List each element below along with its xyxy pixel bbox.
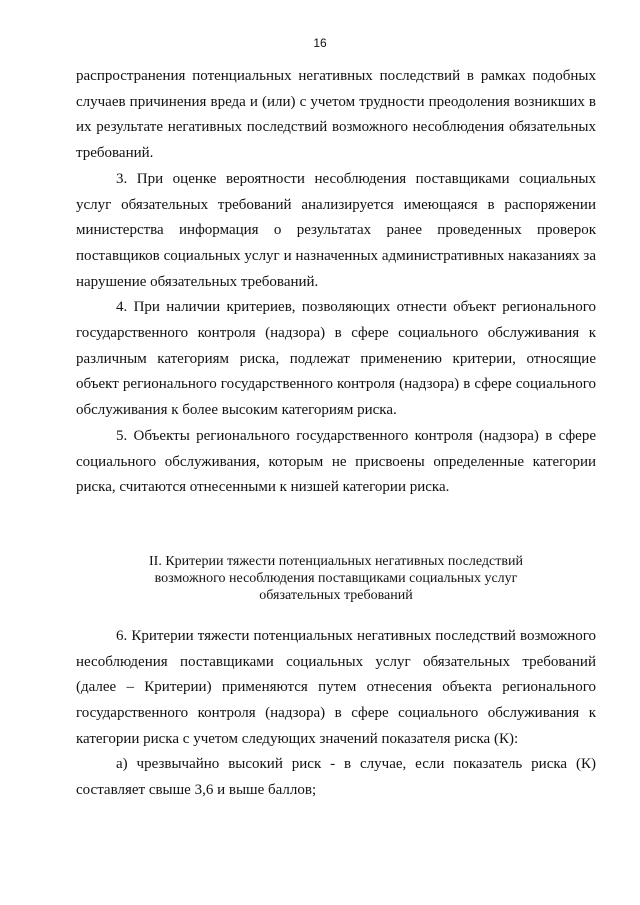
- paragraph-item-3: 3. При оценке вероятности несоблюдения поставщиками социальных услуг обязательных требований анализируется имеющаяся в распоряжении министерства информация о результатах ранее проведенных проверок поставщиков социальных услуг и назначенных административных наказаниях за нарушение обязательных требований.: [76, 170, 596, 290]
- section-title-line: II. Критерии тяжести потенциальных негативных последствий: [149, 553, 523, 569]
- section-spacer: [76, 501, 596, 553]
- section-title-line: обязательных требований: [259, 587, 413, 603]
- section-title: [76, 553, 596, 604]
- section-title-line: возможного несоблюдения поставщиками социальных услуг: [154, 570, 518, 586]
- paragraph-item-4: 4. При наличии критериев, позволяющих отнести объект регионального государственного контроля (надзора) в сфере социального обслуживания к различным категориям риска, подлежат применению критерии, относящие объект регионального государственного контроля (надзора) в сфере социального обслуживания к более высоким категориям риска.: [76, 299, 596, 419]
- paragraph-continuation: распространения потенциальных негативных последствий в рамках подобных случаев причинения вреда и (или) с учетом трудности преодоления возникших в их результате негативных последствий возможного несоблюдения обязательных требований.: [76, 68, 596, 162]
- paragraph-item-5: 5. Объекты регионального государственного контроля (надзора) в сфере социального обслуживания, которым не присвоены определенные категории риска, считаются отнесенными к низшей категории риска.: [76, 427, 596, 496]
- document-body: [76, 64, 596, 804]
- paragraph-item-6: 6. Критерии тяжести потенциальных негативных последствий возможного несоблюдения поставщиками социальных услуг обязательных требований (далее – Критерии) применяются путем отнесения объекта регионального государственного контроля (надзора) в сфере социального обслуживания к категории риска с учетом следующих значений показателя риска (К):: [76, 627, 596, 747]
- page-number: 16: [313, 36, 327, 50]
- paragraph-item-6a: а) чрезвычайно высокий риск - в случае, если показатель риска (К) составляет свыше 3,6 и выше баллов;: [76, 756, 596, 799]
